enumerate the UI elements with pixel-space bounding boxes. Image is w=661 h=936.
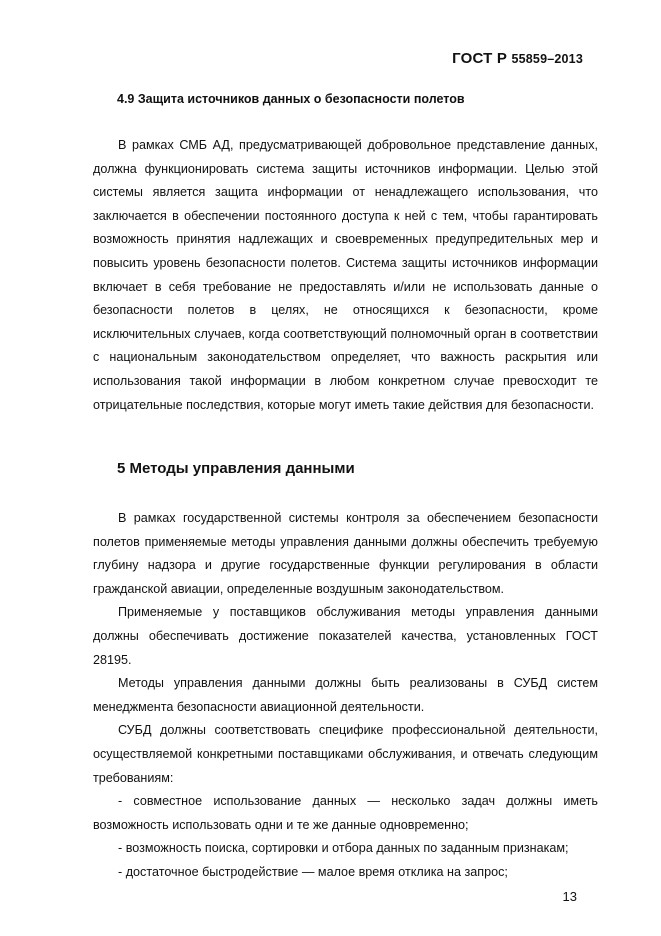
paragraph: В рамках СМБ АД, предусматривающей добровольное представление данных, должна функционировать система защиты источников информации. Целью этой системы является защита информации от ненадлежащего использования, что заключается в обеспечении постоянного доступа к ней с тем, чтобы гарантировать возможность принятия надлежащих и своевременных предупредительных мер и повысить уровень безопасности полетов. Система защиты источников информации включает в себя требование не предоставлять и/или не использовать данные о безопасности полетов в целях, не относящихся к безопасности, кроме исключительных случаев, когда соответствующий полномочный орган в соответствии с национальным законодательством определяет, что важность раскрытия или использования такой информации в любом конкретном случае превосходит те отрицательные последствия, которые могут иметь такие действия для безопасности. — [93, 138, 598, 412]
paragraph: Применяемые у поставщиков обслуживания методы управления данными должны обеспечивать достижение показателей качества, установленных ГОСТ 28195. — [93, 605, 598, 667]
subsection-body — [93, 134, 598, 417]
section-body — [93, 507, 598, 885]
list-item: - достаточное быстродействие — малое время отклика на запрос; — [118, 864, 508, 879]
document-standard-code — [452, 50, 583, 67]
paragraph: В рамках государственной системы контроля за обеспечением безопасности полетов применяемые методы управления данными должны обеспечить требуемую глубину надзора и другие государственные функции регулирования в области гражданской авиации, определенные воздушным законодательством. — [93, 511, 598, 596]
standard-number: 55859–2013 — [511, 52, 583, 66]
paragraph: Методы управления данными должны быть реализованы в СУБД систем менеджмента безопасности авиационной деятельности. — [93, 676, 598, 714]
list-item: - возможность поиска, сортировки и отбора данных по заданным признакам; — [118, 841, 569, 856]
paragraph: СУБД должны соответствовать специфике профессиональной деятельности, осуществляемой конкретными поставщиками обслуживания, и отвечать следующим требованиям: — [93, 723, 598, 785]
subsection-heading: 4.9 Защита источников данных о безопасности полетов — [117, 92, 465, 106]
list-item: - совместное использование данных — несколько задач должны иметь возможность использовать одни и те же данные одновременно; — [93, 794, 598, 832]
standard-label: ГОСТ Р — [452, 50, 508, 67]
section-heading: 5 Методы управления данными — [117, 460, 355, 477]
page-number: 13 — [562, 889, 577, 904]
